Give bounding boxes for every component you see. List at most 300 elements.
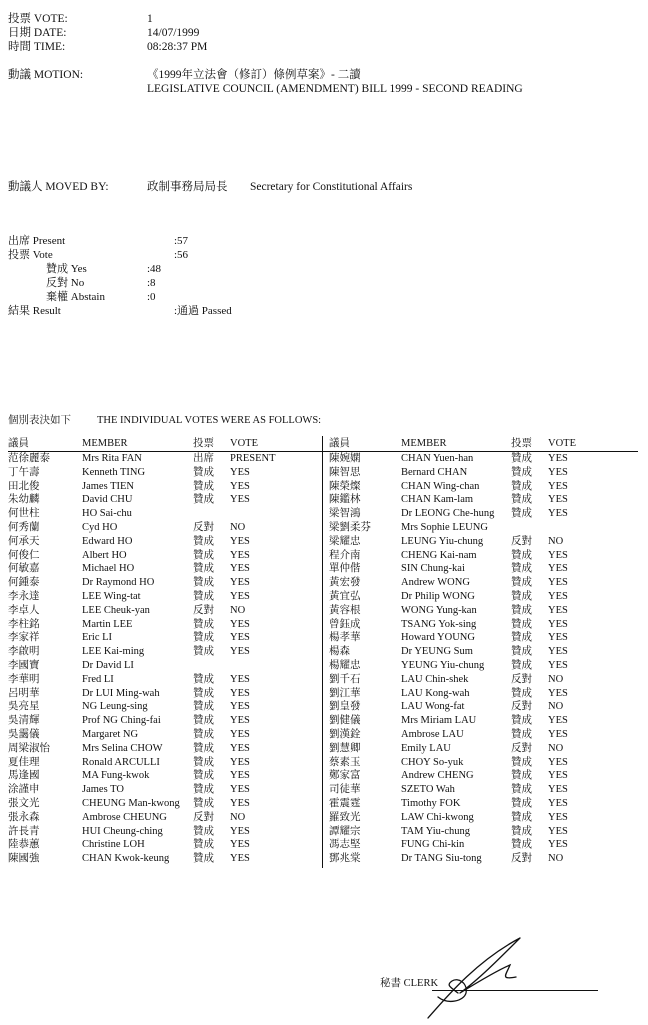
member-name-en: Ambrose CHEUNG xyxy=(82,811,167,823)
member-name-zh: 丁午壽 xyxy=(8,466,40,478)
member-name-en: LAU Chin-shek xyxy=(401,673,469,685)
abstain-label: 棄權 Abstain xyxy=(46,291,105,303)
member-name-zh: 陳國強 xyxy=(8,853,40,865)
vote-en: YES xyxy=(230,466,250,478)
table-row xyxy=(0,618,648,632)
vote-zh: 贊成 xyxy=(193,480,214,492)
table-row xyxy=(0,838,648,852)
member-name-en: James TIEN xyxy=(82,480,135,492)
member-name-zh: 何秀蘭 xyxy=(8,522,40,533)
column-header-member-zh: 議員 xyxy=(329,438,350,449)
member-name-en: HO Sai-chu xyxy=(82,508,132,520)
vote-en: YES xyxy=(548,660,568,671)
member-name-zh: 李永達 xyxy=(8,591,40,602)
vote-zh: 贊成 xyxy=(193,577,214,589)
member-name-en: Dr TANG Siu-tong xyxy=(401,853,482,865)
member-name-en: CHAN Wing-chan xyxy=(401,480,480,492)
member-name-en: Mrs Selina CHOW xyxy=(82,742,163,754)
member-name-en: Ambrose LAU xyxy=(401,729,464,740)
vote-en: YES xyxy=(230,549,250,561)
vote-en: YES xyxy=(548,825,568,837)
vote-zh: 贊成 xyxy=(511,549,532,561)
member-name-zh: 陳智思 xyxy=(329,466,361,478)
result-value: :通過 Passed xyxy=(174,305,232,317)
vote-zh: 贊成 xyxy=(193,770,214,782)
vote-zh: 贊成 xyxy=(511,480,532,492)
vote-en: NO xyxy=(548,701,564,713)
member-name-en: Prof NG Ching-fai xyxy=(82,715,161,727)
no-value: :8 xyxy=(147,277,156,289)
table-row xyxy=(0,466,648,480)
member-name-en: Dr YEUNG Sum xyxy=(401,646,473,658)
vote-zh: 贊成 xyxy=(193,494,214,506)
vote-zh: 贊成 xyxy=(511,508,532,520)
vote-zh: 贊成 xyxy=(193,563,214,575)
vote-en: YES xyxy=(548,577,568,589)
votes-table-header xyxy=(0,437,648,451)
vote-zh: 反對 xyxy=(193,522,214,533)
member-name-en: Timothy FOK xyxy=(401,798,461,809)
member-name-zh: 何世柱 xyxy=(8,508,40,520)
member-name-en: CHOY So-yuk xyxy=(401,756,464,768)
member-name-en: Dr David LI xyxy=(82,660,134,671)
member-name-en: CHAN Kam-lam xyxy=(401,494,474,506)
vote-zh: 贊成 xyxy=(511,839,532,851)
table-row xyxy=(0,480,648,494)
vote-zh: 反對 xyxy=(511,673,532,685)
vote-en: YES xyxy=(548,687,568,699)
vote-en: NO xyxy=(548,673,564,685)
vote-zh: 贊成 xyxy=(193,646,214,658)
vote-zh: 贊成 xyxy=(511,825,532,837)
member-name-en: Christine LOH xyxy=(82,839,145,851)
vote-zh: 贊成 xyxy=(193,825,214,837)
member-name-en: Mrs Sophie LEUNG xyxy=(401,522,488,533)
table-row xyxy=(0,797,648,811)
member-name-zh: 吳靄儀 xyxy=(8,729,40,740)
vote-zh: 贊成 xyxy=(511,604,532,616)
member-name-zh: 朱幼麟 xyxy=(8,494,40,506)
table-row xyxy=(0,507,648,521)
member-name-zh: 黃容根 xyxy=(329,604,361,616)
vote-zh: 贊成 xyxy=(511,577,532,589)
member-name-en: Dr Philip WONG xyxy=(401,591,475,602)
vote-zh: 贊成 xyxy=(193,687,214,699)
vote-en: YES xyxy=(548,839,568,851)
table-row xyxy=(0,631,648,645)
table-row xyxy=(0,604,648,618)
vote-count-value: :56 xyxy=(174,249,189,261)
member-name-en: CHAN Kwok-keung xyxy=(82,853,170,865)
vote-zh: 贊成 xyxy=(193,756,214,768)
member-name-zh: 劉江華 xyxy=(329,687,361,699)
member-name-en: SZETO Wah xyxy=(401,784,455,796)
vote-zh: 贊成 xyxy=(511,618,532,630)
table-row xyxy=(0,852,648,866)
member-name-en: Michael HO xyxy=(82,563,135,575)
vote-zh: 贊成 xyxy=(193,701,214,713)
clerk-signature xyxy=(388,935,538,1025)
member-name-zh: 吳清輝 xyxy=(8,715,40,727)
member-name-zh: 陳婉嫻 xyxy=(329,453,361,464)
member-name-zh: 劉皇發 xyxy=(329,701,361,713)
vote-zh: 反對 xyxy=(511,853,532,865)
member-name-en: Margaret NG xyxy=(82,729,139,740)
vote-count-label: 投票 Vote xyxy=(8,249,53,261)
member-name-zh: 田北俊 xyxy=(8,480,40,492)
vote-en: YES xyxy=(230,729,250,740)
member-name-zh: 羅致光 xyxy=(329,811,361,823)
vote-zh: 贊成 xyxy=(193,673,214,685)
vote-en: YES xyxy=(230,701,250,713)
member-name-zh: 鄭家富 xyxy=(329,770,361,782)
vote-label: 投票 VOTE: xyxy=(8,13,68,25)
member-name-zh: 黃宏發 xyxy=(329,577,361,589)
member-name-en: Dr LUI Ming-wah xyxy=(82,687,160,699)
yes-value: :48 xyxy=(147,263,162,275)
vote-en: YES xyxy=(548,604,568,616)
vote-en: YES xyxy=(548,466,568,478)
vote-zh: 反對 xyxy=(511,701,532,713)
column-header-member-en: MEMBER xyxy=(401,438,447,449)
member-name-zh: 何鍾泰 xyxy=(8,577,40,589)
member-name-zh: 李華明 xyxy=(8,673,40,685)
vote-zh: 反對 xyxy=(511,535,532,547)
vote-en: YES xyxy=(548,480,568,492)
member-name-zh: 程介南 xyxy=(329,549,361,561)
date-label: 日期 DATE: xyxy=(8,27,67,39)
table-row xyxy=(0,645,648,659)
member-name-en: TSANG Yok-sing xyxy=(401,618,477,630)
table-row xyxy=(0,756,648,770)
member-name-zh: 馬逢國 xyxy=(8,770,40,782)
member-name-zh: 周梁淑怡 xyxy=(8,742,50,754)
member-name-en: LEUNG Yiu-chung xyxy=(401,535,484,547)
member-name-zh: 梁劉柔芬 xyxy=(329,522,371,533)
member-name-zh: 楊耀忠 xyxy=(329,660,361,671)
vote-en: NO xyxy=(548,853,564,865)
table-row xyxy=(0,811,648,825)
yes-label: 贊成 Yes xyxy=(46,263,87,275)
vote-zh: 贊成 xyxy=(193,742,214,754)
member-name-en: YEUNG Yiu-chung xyxy=(401,660,485,671)
motion-title-en: LEGISLATIVE COUNCIL (AMENDMENT) BILL 1999 - SECOND READING xyxy=(147,83,523,95)
member-name-en: David CHU xyxy=(82,494,133,506)
member-name-en: CHEUNG Man-kwong xyxy=(82,798,180,809)
table-row xyxy=(0,659,648,673)
vote-en: PRESENT xyxy=(230,453,276,464)
no-label: 反對 No xyxy=(46,277,85,289)
table-row xyxy=(0,549,648,563)
vote-en: YES xyxy=(548,646,568,658)
column-header-vote-en: VOTE xyxy=(548,438,576,449)
vote-en: YES xyxy=(230,784,250,796)
table-row xyxy=(0,673,648,687)
member-name-en: Kenneth TING xyxy=(82,466,146,478)
member-name-zh: 蔡素玉 xyxy=(329,756,361,768)
member-name-en: Andrew WONG xyxy=(401,577,470,589)
vote-en: NO xyxy=(548,742,564,754)
vote-en: YES xyxy=(230,480,250,492)
vote-en: YES xyxy=(548,770,568,782)
member-name-zh: 鄧兆棠 xyxy=(329,853,361,865)
vote-en: YES xyxy=(230,756,250,768)
vote-en: YES xyxy=(230,742,250,754)
column-header-vote-zh: 投票 xyxy=(193,438,214,449)
vote-zh: 贊成 xyxy=(193,798,214,809)
vote-zh: 贊成 xyxy=(511,770,532,782)
vote-en: YES xyxy=(230,591,250,602)
member-name-en: LAU Wong-fat xyxy=(401,701,465,713)
vote-zh: 出席 xyxy=(193,453,214,464)
vote-zh: 贊成 xyxy=(511,453,532,464)
member-name-zh: 張文光 xyxy=(8,798,40,809)
member-name-en: Ronald ARCULLI xyxy=(82,756,160,768)
vote-en: YES xyxy=(230,618,250,630)
column-header-member-en: MEMBER xyxy=(82,438,128,449)
table-row xyxy=(0,700,648,714)
vote-zh: 贊成 xyxy=(511,756,532,768)
date-value: 14/07/1999 xyxy=(147,27,200,39)
member-name-zh: 李國寶 xyxy=(8,660,40,671)
present-value: :57 xyxy=(174,235,189,247)
member-name-en: WONG Yung-kan xyxy=(401,604,477,616)
vote-en: YES xyxy=(548,508,568,520)
vote-zh: 贊成 xyxy=(511,811,532,823)
vote-en: YES xyxy=(230,535,250,547)
member-name-zh: 陳榮燦 xyxy=(329,480,361,492)
vote-zh: 贊成 xyxy=(193,618,214,630)
vote-en: YES xyxy=(548,784,568,796)
member-name-en: Eric LI xyxy=(82,632,113,644)
member-name-zh: 涂謹申 xyxy=(8,784,40,796)
vote-en: YES xyxy=(548,549,568,561)
vote-en: YES xyxy=(548,632,568,644)
member-name-en: Mrs Miriam LAU xyxy=(401,715,477,727)
member-name-en: HUI Cheung-ching xyxy=(82,825,163,837)
member-name-zh: 李柱銘 xyxy=(8,618,40,630)
member-name-zh: 霍震霆 xyxy=(329,798,361,809)
vote-zh: 贊成 xyxy=(193,591,214,602)
vote-zh: 贊成 xyxy=(511,784,532,796)
vote-zh: 贊成 xyxy=(511,632,532,644)
vote-zh: 反對 xyxy=(193,604,214,616)
individual-votes-heading-en: THE INDIVIDUAL VOTES WERE AS FOLLOWS: xyxy=(97,415,322,426)
motion-label: 動議 MOTION: xyxy=(8,69,84,81)
member-name-zh: 李啟明 xyxy=(8,646,40,658)
member-name-en: Emily LAU xyxy=(401,742,451,754)
member-name-en: Bernard CHAN xyxy=(401,466,468,478)
moved-by-label: 動議人 MOVED BY: xyxy=(8,181,109,193)
vote-en: YES xyxy=(230,563,250,575)
member-name-en: Edward HO xyxy=(82,535,133,547)
table-row xyxy=(0,742,648,756)
member-name-zh: 譚耀宗 xyxy=(329,825,361,837)
vote-en: NO xyxy=(230,522,246,533)
mover-zh: 政制事務局局長 xyxy=(147,181,228,193)
vote-zh: 贊成 xyxy=(193,632,214,644)
member-name-zh: 馮志堅 xyxy=(329,839,361,851)
member-name-zh: 單仲偕 xyxy=(329,563,361,575)
member-name-en: CHENG Kai-nam xyxy=(401,549,477,561)
member-name-zh: 呂明華 xyxy=(8,687,40,699)
vote-zh: 贊成 xyxy=(193,466,214,478)
table-row xyxy=(0,728,648,742)
member-name-zh: 許長青 xyxy=(8,825,40,837)
table-row xyxy=(0,825,648,839)
member-name-en: Martin LEE xyxy=(82,618,133,630)
vote-zh: 贊成 xyxy=(193,853,214,865)
present-label: 出席 Present xyxy=(8,235,66,247)
clerk-label: 秘書 CLERK xyxy=(380,978,439,989)
vote-zh: 贊成 xyxy=(511,660,532,671)
vote-en: YES xyxy=(548,591,568,602)
mover-en: Secretary for Constitutional Affairs xyxy=(250,181,413,193)
vote-en: YES xyxy=(548,729,568,740)
vote-zh: 贊成 xyxy=(511,729,532,740)
member-name-zh: 何承天 xyxy=(8,535,40,547)
member-name-en: LAW Chi-kwong xyxy=(401,811,474,823)
vote-zh: 贊成 xyxy=(193,535,214,547)
vote-en: YES xyxy=(548,811,568,823)
vote-zh: 贊成 xyxy=(511,715,532,727)
member-name-zh: 劉漢銓 xyxy=(329,729,361,740)
vote-zh: 贊成 xyxy=(193,549,214,561)
vote-en: YES xyxy=(548,563,568,575)
vote-en: NO xyxy=(230,604,246,616)
time-value: 08:28:37 PM xyxy=(147,41,208,53)
table-row xyxy=(0,576,648,590)
table-row xyxy=(0,562,648,576)
member-name-zh: 司徒華 xyxy=(329,784,361,796)
individual-votes-heading-zh: 個別表決如下 xyxy=(8,415,71,426)
table-row xyxy=(0,535,648,549)
vote-en: YES xyxy=(230,839,250,851)
member-name-zh: 吳亮星 xyxy=(8,701,40,713)
vote-en: YES xyxy=(548,494,568,506)
vote-zh: 贊成 xyxy=(193,729,214,740)
member-name-en: LEE Wing-tat xyxy=(82,591,141,602)
member-name-zh: 夏佳理 xyxy=(8,756,40,768)
member-name-en: LEE Kai-ming xyxy=(82,646,145,658)
column-header-vote-en: VOTE xyxy=(230,438,258,449)
vote-zh: 反對 xyxy=(511,742,532,754)
member-name-en: CHAN Yuen-han xyxy=(401,453,474,464)
vote-zh: 贊成 xyxy=(193,784,214,796)
table-row xyxy=(0,452,648,466)
vote-en: YES xyxy=(230,798,250,809)
table-row xyxy=(0,521,648,535)
vote-zh: 贊成 xyxy=(511,494,532,506)
vote-zh: 贊成 xyxy=(511,466,532,478)
member-name-en: Fred LI xyxy=(82,673,114,685)
member-name-en: Mrs Rita FAN xyxy=(82,453,142,464)
vote-number: 1 xyxy=(147,13,153,25)
vote-en: YES xyxy=(230,632,250,644)
member-name-en: NG Leung-sing xyxy=(82,701,148,713)
vote-zh: 贊成 xyxy=(511,563,532,575)
vote-en: NO xyxy=(230,811,246,823)
vote-en: YES xyxy=(548,756,568,768)
abstain-value: :0 xyxy=(147,291,156,303)
vote-en: YES xyxy=(230,715,250,727)
member-name-en: MA Fung-kwok xyxy=(82,770,150,782)
member-name-en: LEE Cheuk-yan xyxy=(82,604,150,616)
member-name-zh: 劉慧卿 xyxy=(329,742,361,754)
vote-zh: 贊成 xyxy=(511,646,532,658)
vote-en: YES xyxy=(230,825,250,837)
member-name-en: Albert HO xyxy=(82,549,127,561)
member-name-zh: 楊森 xyxy=(329,646,350,658)
vote-en: YES xyxy=(548,715,568,727)
member-name-zh: 李卓人 xyxy=(8,604,40,616)
vote-en: YES xyxy=(230,673,250,685)
member-name-en: Dr LEONG Che-hung xyxy=(401,508,495,520)
vote-zh: 反對 xyxy=(193,811,214,823)
member-name-zh: 楊孝華 xyxy=(329,632,361,644)
member-name-en: Dr Raymond HO xyxy=(82,577,155,589)
table-row xyxy=(0,493,648,507)
vote-en: YES xyxy=(548,618,568,630)
member-name-en: Cyd HO xyxy=(82,522,118,533)
time-label: 時間 TIME: xyxy=(8,41,66,53)
member-name-zh: 陳鑑林 xyxy=(329,494,361,506)
member-name-en: LAU Kong-wah xyxy=(401,687,470,699)
vote-zh: 贊成 xyxy=(511,687,532,699)
member-name-zh: 梁耀忠 xyxy=(329,535,361,547)
member-name-zh: 何俊仁 xyxy=(8,549,40,561)
vote-en: YES xyxy=(230,577,250,589)
vote-zh: 贊成 xyxy=(193,839,214,851)
vote-zh: 贊成 xyxy=(193,715,214,727)
member-name-zh: 梁智鴻 xyxy=(329,508,361,520)
member-name-en: SIN Chung-kai xyxy=(401,563,465,575)
table-row xyxy=(0,714,648,728)
vote-en: YES xyxy=(548,453,568,464)
vote-en: YES xyxy=(230,770,250,782)
member-name-zh: 范徐麗泰 xyxy=(8,453,50,464)
member-name-en: FUNG Chi-kin xyxy=(401,839,465,851)
member-name-en: James TO xyxy=(82,784,124,796)
column-header-member-zh: 議員 xyxy=(8,438,29,449)
table-row xyxy=(0,783,648,797)
vote-en: YES xyxy=(230,646,250,658)
vote-en: YES xyxy=(230,494,250,506)
member-name-zh: 劉千石 xyxy=(329,673,361,685)
vote-zh: 贊成 xyxy=(511,798,532,809)
table-row xyxy=(0,687,648,701)
member-name-zh: 黃宜弘 xyxy=(329,591,361,602)
table-row xyxy=(0,769,648,783)
member-name-zh: 曾鈺成 xyxy=(329,618,361,630)
member-name-en: Howard YOUNG xyxy=(401,632,475,644)
vote-zh: 贊成 xyxy=(511,591,532,602)
vote-en: YES xyxy=(548,798,568,809)
member-name-zh: 李家祥 xyxy=(8,632,40,644)
vote-en: NO xyxy=(548,535,564,547)
result-label: 結果 Result xyxy=(8,305,61,317)
column-header-vote-zh: 投票 xyxy=(511,438,532,449)
member-name-en: TAM Yiu-chung xyxy=(401,825,471,837)
member-name-zh: 陸恭蕙 xyxy=(8,839,40,851)
member-name-zh: 張永森 xyxy=(8,811,40,823)
vote-en: YES xyxy=(230,853,250,865)
member-name-en: Andrew CHENG xyxy=(401,770,474,782)
vote-en: YES xyxy=(230,687,250,699)
motion-title-zh: 《1999年立法會（修訂）條例草案》- 二讀 xyxy=(147,69,361,81)
member-name-zh: 何敏嘉 xyxy=(8,563,40,575)
member-name-zh: 劉健儀 xyxy=(329,715,361,727)
